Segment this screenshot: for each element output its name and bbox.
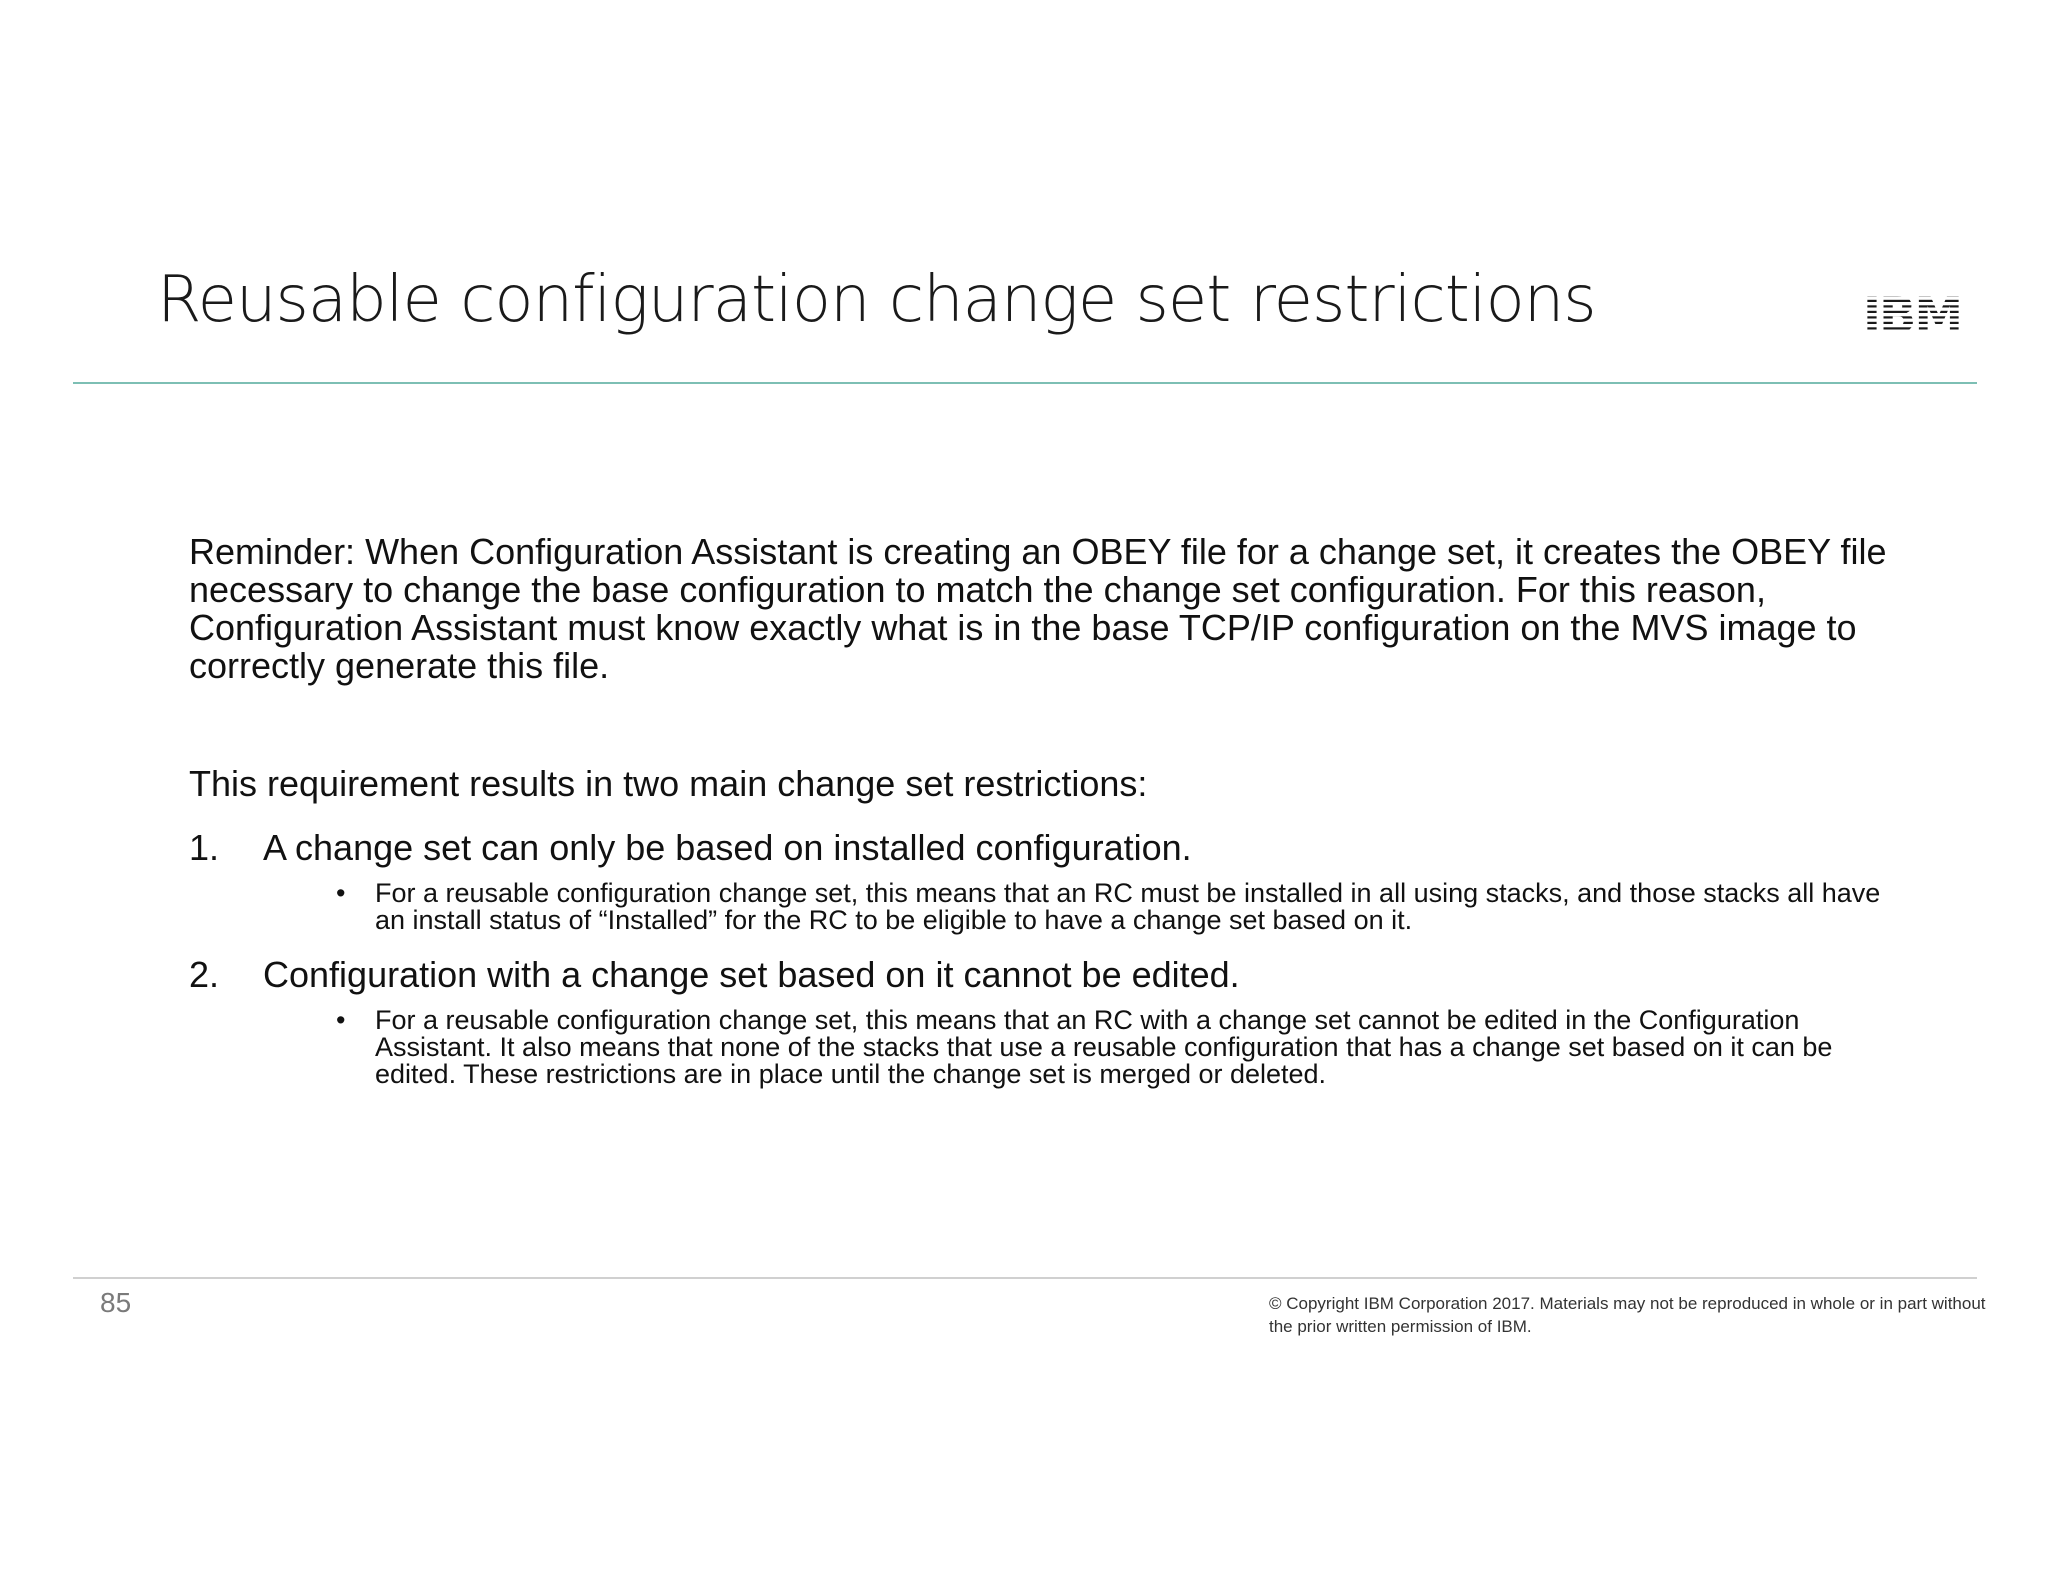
item-number: 2. bbox=[189, 954, 220, 995]
copyright-notice: © Copyright IBM Corporation 2017. Materials may not be reproduced in whole or in part without the prior written permission of IBM. bbox=[1269, 1294, 1986, 1336]
slide-title: Reusable configuration change set restrictions bbox=[157, 263, 1596, 337]
restriction-item bbox=[189, 826, 1192, 870]
ibm-logo bbox=[1858, 291, 1966, 335]
item-number: 1. bbox=[189, 827, 220, 868]
restriction-item bbox=[189, 953, 1240, 997]
page-number: 85 bbox=[100, 1287, 132, 1318]
bullet-glyph: • bbox=[336, 1005, 346, 1035]
bullet-text: For a reusable configuration change set, this means that an RC must be installed in all using stacks, and those stacks all have an install status of “Installed” for the RC to be eligible to have a change set based on it. bbox=[375, 878, 1881, 935]
bullet-text: For a reusable configuration change set, this means that an RC with a change set cannot be edited in the Configuration Assistant. It also means that none of the stacks that use a reusable configuration that has a change set based on it can be edited. These restrictions are in place until the change set is merged or deleted. bbox=[375, 1005, 1833, 1089]
restrictions-lead: This requirement results in two main change set restrictions: bbox=[189, 763, 1148, 804]
item-text: A change set can only be based on installed configuration. bbox=[263, 827, 1192, 868]
item-text: Configuration with a change set based on it cannot be edited. bbox=[263, 954, 1240, 995]
title-divider bbox=[73, 382, 1977, 384]
restriction-detail bbox=[336, 1007, 1896, 1088]
restriction-detail bbox=[336, 880, 1896, 934]
intro-paragraph: Reminder: When Configuration Assistant is creating an OBEY file for a change set, it creates the OBEY file necessary to change the base configuration to match the change set configuration. For this reason, Configuration Assistant must know exactly what is in the base TCP/IP configuration on the MVS image to correctly generate this file. bbox=[189, 531, 1887, 686]
footer-divider bbox=[73, 1277, 1977, 1279]
bullet-glyph: • bbox=[336, 878, 346, 908]
